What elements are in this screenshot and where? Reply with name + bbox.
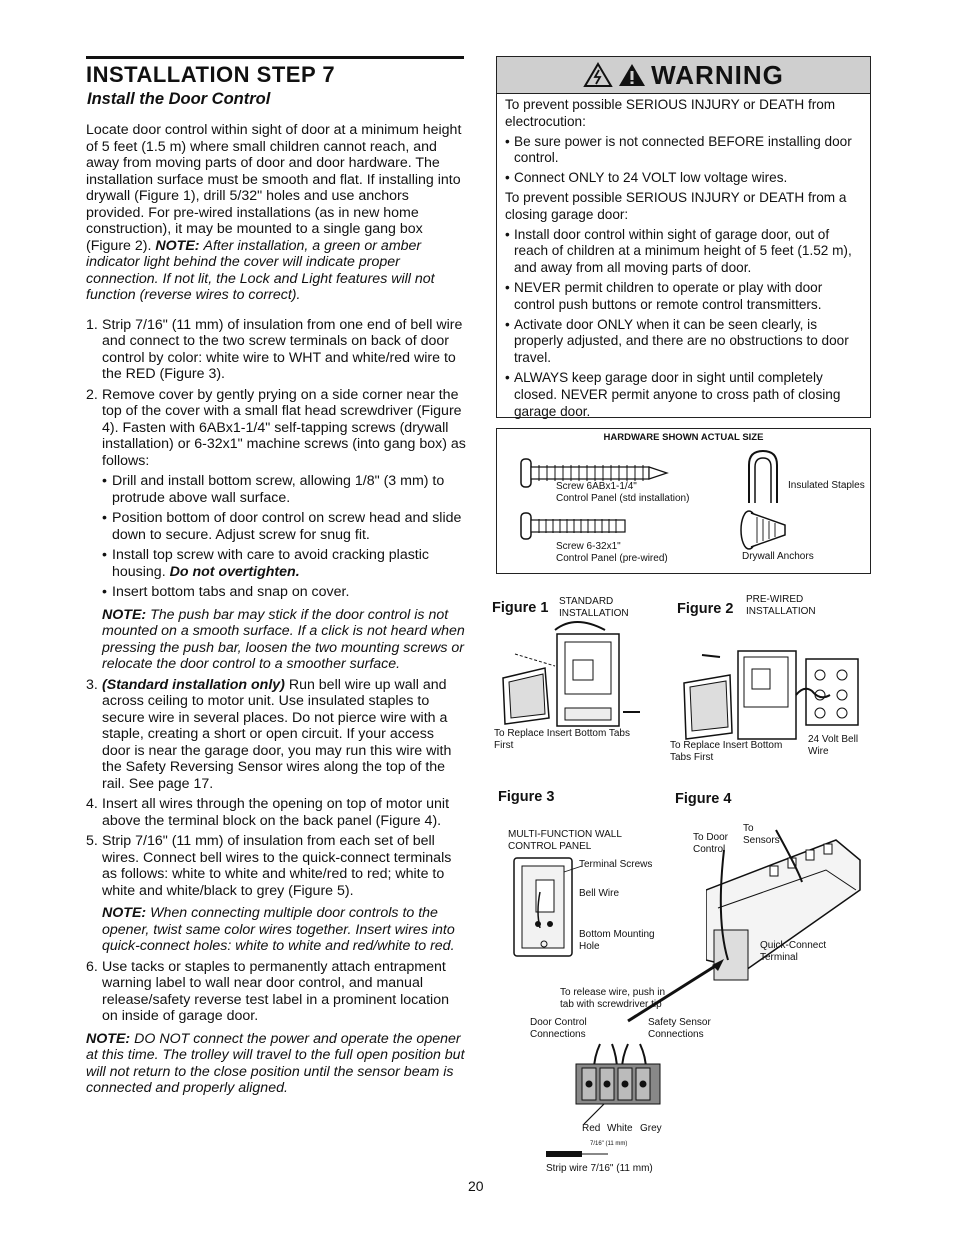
step-3: 3. (Standard installation only) Run bell wire up wall and across ceiling to motor unit. Use insulated staples to secure wire in several places. Do not pierce wire with a staple, creating a short or open circuit. If your access door is near the garage door, you may run this wire with the Safety Reversing Sensor wires along the top of the rail. See page 17. bbox=[86, 676, 452, 792]
screw-2-label: Screw 6-32x1" Control Panel (pre-wired) bbox=[556, 541, 668, 564]
figure-2-note: To Replace Insert Bottom Tabs First bbox=[670, 740, 783, 763]
step-2-bullet: • Position bottom of door control on screw head and slide down to secure. Adjust screw for snug fit. bbox=[102, 510, 462, 543]
safety-connections-label: Safety Sensor Connections bbox=[648, 1017, 711, 1040]
warning-bullet: • Install door control within sight of garage door, out of reach of children at a minimum height of 5 feet (1.52 m), and away from all moving parts of door. bbox=[505, 226, 852, 276]
figure-4-door-label: To Door Control bbox=[693, 832, 729, 855]
warning-bullet: • Connect ONLY to 24 VOLT low voltage wires. bbox=[505, 170, 788, 186]
step-5: 5. Strip 7/16" (11 mm) of insulation from each set of bell wires. Connect bell wires to the quick-connect terminals as follows: white to white and white/red to red; white to white and white/black to grey (Figure 5). NOTE: When connecting multiple door controls to the opener, twist same color wires together. Insert wires into quick-connect holes: white to white and red/white to red. bbox=[86, 833, 466, 955]
door-connections-label: Door Control Connections bbox=[530, 1017, 587, 1040]
figure-3-panel-label: MULTI-FUNCTION WALL CONTROL PANEL bbox=[508, 829, 622, 852]
figure-3-hole-label: Bottom Mounting Hole bbox=[579, 929, 655, 952]
figure-4-sensors-label: To Sensors bbox=[743, 823, 780, 846]
warning-header bbox=[497, 57, 870, 94]
warning-body: To prevent possible SERIOUS INJURY or DEATH from electrocution: • Be sure power is not connected BEFORE installing door control. • Connect ONLY to 24 VOLT low voltage wires. To prevent possible SERIOUS INJURY or DEATH from a closing garage door: • Install door control within sight of garage door, out of reach of children at a minimum height of 5 feet (1.52 m), and away from all moving parts of door. • NEVER permit children to operate or play with door control push buttons or remote control transmitters. • Activate door ONLY when it can be seen clearly, is properly adjusted, and there are no obstructions to door travel. • ALWAYS keep garage door in sight until completely closed. NEVER permit anyone to cross path of closing garage door. bbox=[505, 97, 863, 423]
wire-color-white: White bbox=[607, 1123, 633, 1134]
hardware-title: HARDWARE SHOWN ACTUAL SIZE bbox=[603, 432, 764, 443]
title-rule bbox=[86, 56, 464, 59]
warning-box bbox=[496, 56, 871, 418]
step-6: 6. Use tacks or staples to permanently attach entrapment warning label to wall near door control, and manual release/safety reverse test label in a prominent location on inside of garage door. bbox=[86, 958, 449, 1024]
wire-color-grey: Grey bbox=[640, 1123, 662, 1134]
staples-label: Insulated Staples bbox=[788, 480, 865, 491]
step-2-bullet: • Insert bottom tabs and snap on cover. bbox=[102, 584, 350, 600]
figure-1-caption: Figure 1 bbox=[492, 600, 549, 616]
step-5-note: NOTE: When connecting multiple door controls to the opener, twist same color wires together. Insert wires into quick-connect holes: white to white and red/white to red. bbox=[102, 905, 455, 954]
warning-bullet: • NEVER permit children to operate or play with door control push buttons or remote control transmitters. bbox=[505, 279, 823, 312]
screw-1-label: Screw 6ABx1-1/4" Control Panel (std installation) bbox=[556, 481, 690, 504]
final-note: NOTE: DO NOT connect the power and operate the opener at this time. The trolley will travel to the full open position but will not return to the close position until the sensor beam is connected and properly aligned. bbox=[86, 1030, 465, 1096]
figure-3-drawing bbox=[506, 852, 586, 960]
release-instruction: To release wire, push in tab with screwdriver tip bbox=[560, 987, 666, 1010]
figure-3-bell-label: Bell Wire bbox=[579, 888, 620, 899]
step-2-bullet: • Install top screw with care to avoid cracking plastic housing. Do not overtighten. bbox=[102, 547, 429, 580]
terminal-block-drawing bbox=[574, 1040, 664, 1128]
screw-6-32-icon bbox=[519, 511, 629, 541]
drywall-anchor-icon bbox=[739, 509, 789, 551]
figure-2-subtitle: PRE-WIRED INSTALLATION bbox=[746, 594, 816, 617]
figure-2-caption: Figure 2 bbox=[677, 601, 734, 617]
figure-2-drawing bbox=[680, 625, 866, 747]
figure-1-note: To Replace Insert Bottom Tabs First bbox=[494, 728, 630, 751]
figure-4-caption: Figure 4 bbox=[675, 791, 732, 807]
page-title: INSTALLATION STEP 7 bbox=[86, 62, 336, 87]
warning-bullet: • Be sure power is not connected BEFORE installing door control. bbox=[505, 133, 852, 166]
strip-tiny-label: 7/16" (11 mm) bbox=[590, 1141, 628, 1147]
warning-title: WARNING bbox=[651, 59, 784, 90]
figure-4-qc-label: Quick-Connect Terminal bbox=[760, 940, 827, 963]
section-subtitle: Install the Door Control bbox=[87, 90, 271, 108]
instructions-column bbox=[86, 122, 466, 1097]
warning-bullet: • ALWAYS keep garage door in sight until completely closed. NEVER permit anyone to cross path of closing garage door. bbox=[505, 369, 841, 419]
figure-4-drawing bbox=[706, 820, 866, 1000]
figure-1-subtitle: STANDARD INSTALLATION bbox=[559, 596, 629, 619]
figure-1-drawing bbox=[495, 620, 645, 732]
figure-3-terminal-label: Terminal Screws bbox=[579, 859, 653, 870]
electric-hazard-icon bbox=[583, 62, 613, 88]
hardware-box bbox=[496, 428, 871, 574]
step-4: 4. Insert all wires through the opening on top of motor unit above the terminal block on the back panel (Figure 4). bbox=[86, 796, 450, 829]
insulated-staple-icon bbox=[745, 449, 781, 505]
figure-2-wire-label: 24 Volt Bell Wire bbox=[808, 734, 859, 757]
step-2-bullet: • Drill and install bottom screw, allowing 1/8" (3 mm) to protrude above wall surface. bbox=[102, 473, 445, 506]
anchors-label: Drywall Anchors bbox=[742, 551, 814, 562]
intro-paragraph: Locate door control within sight of door at a minimum height of 5 feet (1.5 m) where small children cannot reach, and away from moving parts of door and door hardware. The installation surface must be smooth and flat. If installing into drywall (Figure 1), drill 5/32" holes and use anchors provided. For pre-wired installations (as in new home construction), it may be mounted to a single gang box (Figure 2). NOTE: After installation, a green or amber indicator light behind the cover will indicate proper connection. If not lit, the Lock and Light features will not function (reverse wires to correct). bbox=[86, 122, 462, 303]
warning-triangle-icon bbox=[617, 62, 647, 88]
strip-wire-label: Strip wire 7/16" (11 mm) bbox=[546, 1163, 653, 1174]
wire-color-red: Red bbox=[582, 1123, 601, 1134]
step-2: 2. Remove cover by gently prying on a side corner near the top of the cover with a small flat head screwdriver (Figure 4). Fasten with 6ABx1-1/4" self-tapping screws (drywall installation) or 6-32x1" machine screws (into gang box) as follows: • Drill and install bottom screw, allowing 1/8" (3 mm) to protrude above wall surface. • Position bottom of door control on screw head and slide down to secure. Adjust screw for snug fit. • Install top screw with care to avoid cracking plastic housing. Do not overtighten. • Insert bottom tabs and snap on cover. NOTE: The push bar may stick if the door control is not mounted on a smooth surface. If a click is not heard when pressing the push bar, loosen the two mounting screws or relocate the door control to a smoother surface. bbox=[86, 386, 466, 672]
strip-wire-illustration bbox=[546, 1145, 666, 1161]
step-1: 1. Strip 7/16" (11 mm) of insulation from one end of bell wire and connect to the two screw terminals on back of door control by color: white wire to WHT and white/red wire to the RED (Figure 3). bbox=[86, 316, 463, 382]
warning-bullet: • Activate door ONLY when it can be seen clearly, is properly adjusted, and there are no obstructions to door travel. bbox=[505, 316, 849, 366]
page-number: 20 bbox=[468, 1178, 484, 1194]
steps-list bbox=[86, 317, 466, 1025]
step-2-note: NOTE: The push bar may stick if the door control is not mounted on a smooth surface. If a click is not heard when pressing the push bar, loosen the two mounting screws or relocate the door control to a smoother surface. bbox=[102, 606, 465, 672]
figure-3-caption: Figure 3 bbox=[498, 789, 555, 805]
